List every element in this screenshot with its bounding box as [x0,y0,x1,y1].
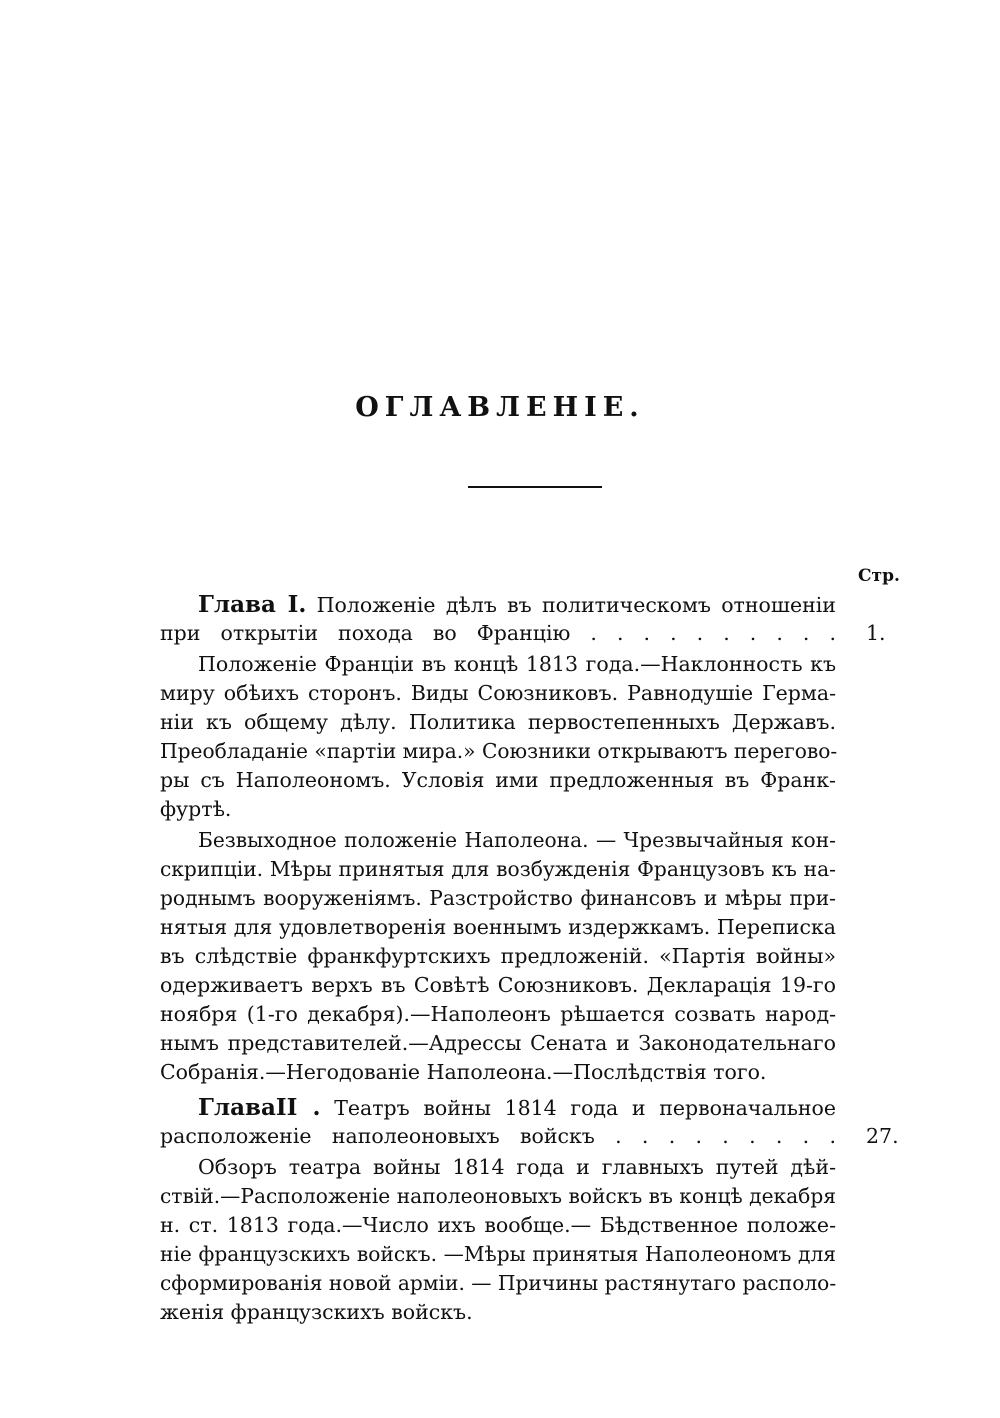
chapter1-para2-line: въ слѣдствіе франкфуртскихъ предложеній. «Партія войны» [160,944,836,968]
chapter1-label: Глава I. [198,591,307,618]
chapter1-para1-line: фуртѣ. [160,797,232,821]
page-title: ОГЛАВЛЕНІЕ. [355,392,645,423]
chapter2-para1-line: женія французскихъ войскъ. [160,1300,473,1324]
chapter2-para1-line: Обзоръ театра войны 1814 года и главныхъ путей дѣй- [198,1155,836,1179]
chapter2-page-number: 27. [866,1124,899,1148]
chapter2-title-part1: Театръ войны 1814 года и первоначальное [334,1096,836,1120]
chapter1-para2-line: роднымъ вооруженіямъ. Разстройство финансовъ и мѣры при- [160,886,836,910]
chapter1-para1-line: Преобладаніе «партіи мира.» Союзники открываютъ перегово- [160,739,838,763]
chapter2-para1-line: ніе французскихъ войскъ. —Мѣры принятыя Наполеономъ для [160,1242,836,1266]
chapter2-title-part2: расположеніе наполеоновыхъ войскъ . . . . . . . . . [160,1124,836,1148]
chapter1-para1-line: миру обѣихъ сторонъ. Виды Союзниковъ. Равнодушіе Герма- [160,681,836,705]
chapter2-para1-line: н. ст. 1813 года.—Число ихъ вообще.— Бѣдственное положе- [160,1213,836,1237]
chapter1-title-part1: Положеніе дѣлъ въ политическомъ отношеніи [316,593,836,617]
page-column-header: Стр. [858,566,900,586]
chapter1-title-part2: при открытіи похода во Францію . . . . . . . . . . [160,621,836,645]
chapter1-para2-line: нятыя для удовлетворенія военнымъ издержкамъ. Переписка [160,915,836,939]
chapter2-para1-line: ствій.—Расположеніе наполеоновыхъ войскъ въ концѣ декабря [160,1184,836,1208]
chapter1-para1-line: ры съ Наполеономъ. Условія ими предложенныя въ Франк- [160,768,836,792]
chapter1-para2-line: ноября (1-го декабря).—Наполеонъ рѣшается созвать народ- [160,1002,836,1026]
chapter1-page-number: 1. [866,621,886,645]
chapter1-para2-line: нымъ представителей.—Адрессы Сената и Законодательнаго [160,1031,836,1055]
chapter1-para2-line: Безвыходное положеніе Наполеона. — Чрезвычайныя кон- [198,828,836,852]
title-divider [468,486,602,488]
chapter1-para2-line: скрипціи. Мѣры принятыя для возбужденія Французовъ къ на- [160,857,836,881]
chapter1-para1-line: Положеніе Франціи въ концѣ 1813 года.—Наклонность къ [198,652,836,676]
chapter1-heading [198,590,836,619]
chapter2-para1-line: сформированія новой арміи. — Причины растянутаго располо- [160,1271,837,1295]
chapter2-label: ГлаваII . [198,1094,321,1121]
chapter1-para2-line: одерживаетъ верхъ въ Совѣтѣ Союзниковъ. Декларація 19-го [160,973,836,997]
chapter2-heading [198,1093,836,1122]
chapter1-para1-line: ніи къ общему дѣлу. Политика первостепенныхъ Державъ. [160,710,836,734]
chapter1-para2-line: Собранія.—Негодованіе Наполеона.—Послѣдствія того. [160,1060,767,1084]
